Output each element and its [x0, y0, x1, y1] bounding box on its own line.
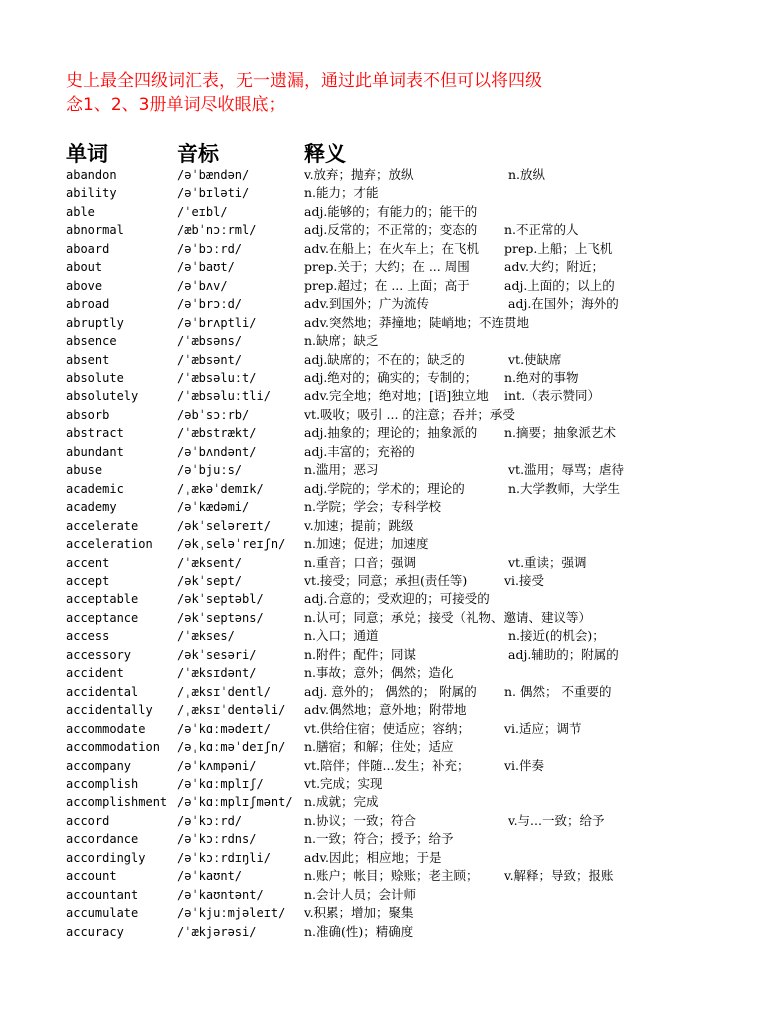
table-row — [0, 406, 768, 424]
table-row — [0, 517, 768, 535]
word-cell: absence — [66, 334, 117, 349]
table-row — [0, 830, 768, 848]
phonetic-cell: /əˈkɑːmədeɪt/ — [177, 721, 271, 736]
word-cell: abuse — [66, 463, 103, 478]
word-cell: abruptly — [66, 315, 124, 330]
meaning-cell: adj.能够的；有能力的；能干的 — [304, 203, 478, 219]
meaning-cell: adj.丰富的；充裕的 — [304, 443, 415, 459]
meaning-cell: n.能力；才能 — [304, 185, 379, 201]
phonetic-cell: /əˈbɔːrd/ — [177, 241, 243, 256]
phonetic-cell: /əˈkaʊnt/ — [177, 869, 243, 884]
word-cell: acceptance — [66, 610, 139, 625]
phonetic-cell: /əˈbɪləti/ — [177, 186, 250, 201]
word-cell: able — [66, 204, 95, 219]
vocabulary-table — [0, 166, 768, 941]
phonetic-cell: /ˈæbsəluːt/ — [177, 370, 257, 385]
word-cell: accordingly — [66, 850, 146, 865]
table-row — [0, 480, 768, 498]
word-cell: abundant — [66, 444, 124, 459]
phonetic-cell: /əkˈseptəns/ — [177, 610, 264, 625]
table-row — [0, 535, 768, 553]
word-cell: absolutely — [66, 389, 139, 404]
meaning-cell: n.膳宿；和解；住处；适应 — [304, 739, 454, 755]
meaning-cell: adj.抽象的；理论的；抽象派的 — [304, 425, 478, 441]
meaning-cell: adv.突然地；莽撞地；陡峭地；不连贯地 — [304, 314, 530, 330]
table-row — [0, 424, 768, 442]
phonetic-cell: /əkˈsept/ — [177, 573, 243, 588]
meaning-cell: n.账户；帐目；赊账；老主顾； — [304, 868, 479, 884]
table-row — [0, 166, 768, 184]
meaning-cell-2: vt.重读；强调 — [508, 554, 587, 570]
word-cell: accordance — [66, 832, 139, 847]
word-cell: acceptable — [66, 592, 139, 607]
meaning-cell-2: adj.辅助的；附属的 — [508, 646, 619, 662]
word-cell: accompany — [66, 758, 132, 773]
phonetic-cell: /əˈkɑːmplɪʃ/ — [177, 776, 264, 791]
table-row — [0, 258, 768, 276]
meaning-cell-2: adv.大约；附近； — [504, 259, 605, 275]
word-cell: accomplish — [66, 776, 139, 791]
word-cell: accept — [66, 573, 110, 588]
word-cell: abnormal — [66, 223, 124, 238]
table-row — [0, 812, 768, 830]
table-row — [0, 387, 768, 405]
word-cell: accidental — [66, 684, 139, 699]
meaning-cell: adv.到国外；广为流传 — [304, 296, 430, 312]
meaning-cell: adj.学院的；学术的；理论的 — [304, 480, 465, 496]
word-cell: academy — [66, 500, 117, 515]
meaning-cell: n.事故；意外；偶然；造化 — [304, 665, 454, 681]
phonetic-cell: /əˈbʌv/ — [177, 278, 228, 293]
phonetic-cell: /ˌæksɪˈdentl/ — [177, 684, 271, 699]
word-cell: acceleration — [66, 537, 153, 552]
word-cell: accommodate — [66, 721, 146, 736]
meaning-cell-2: int.（表示赞同） — [504, 388, 601, 404]
meaning-cell: n.入口；通道 — [304, 628, 379, 644]
phonetic-cell: /əkˈseləreɪt/ — [177, 518, 271, 533]
meaning-cell: adv.偶然地；意外地；附带地 — [304, 702, 467, 718]
phonetic-cell: /əˈkʌmpəni/ — [177, 758, 257, 773]
word-cell: absent — [66, 352, 110, 367]
table-row — [0, 757, 768, 775]
word-cell: accumulate — [66, 906, 139, 921]
word-cell: academic — [66, 481, 124, 496]
phonetic-cell: /əkˈsesəri/ — [177, 647, 257, 662]
word-cell: abstract — [66, 426, 124, 441]
title-line-2: 念1、2、3册单词尽收眼底； — [66, 95, 286, 115]
meaning-cell: vt.完成；实现 — [304, 775, 383, 791]
header-word: 单词 — [66, 142, 108, 166]
meaning-cell-2: n.接近(的机会)； — [508, 628, 605, 644]
phonetic-cell: /əˈkædəmi/ — [177, 500, 250, 515]
phonetic-cell: /æbˈnɔːrml/ — [177, 223, 257, 238]
phonetic-cell: /əbˈsɔːrb/ — [177, 407, 250, 422]
phonetic-cell: /əˈbjuːs/ — [177, 463, 243, 478]
meaning-cell: n.一致；符合；授予；给予 — [304, 831, 454, 847]
meaning-cell-2: n.摘要；抽象派艺术 — [504, 425, 617, 441]
phonetic-cell: /ˈækjərəsi/ — [177, 924, 257, 939]
word-cell: accomplishment — [66, 795, 168, 810]
phonetic-cell: /ˈæksɪdənt/ — [177, 666, 257, 681]
meaning-cell: vt.供给住宿；使适应；容纳； — [304, 720, 471, 736]
word-cell: aboard — [66, 241, 110, 256]
table-row — [0, 646, 768, 664]
word-cell: accident — [66, 666, 124, 681]
meaning-cell: n.成就；完成 — [304, 794, 379, 810]
meaning-cell-2: vi.接受 — [504, 572, 545, 588]
meaning-cell: adj.合意的；受欢迎的；可接受的 — [304, 591, 490, 607]
meaning-cell-2: n.不正常的人 — [504, 222, 579, 238]
phonetic-cell: /ˌækəˈdemɪk/ — [177, 481, 264, 496]
phonetic-cell: /ˈæbsənt/ — [177, 352, 243, 367]
table-row — [0, 701, 768, 719]
phonetic-cell: /əˈkjuːmjəleɪt/ — [177, 906, 286, 921]
header-phonetic: 音标 — [177, 142, 219, 166]
meaning-cell: n.缺席；缺乏 — [304, 333, 379, 349]
table-row — [0, 664, 768, 682]
table-row — [0, 775, 768, 793]
table-row — [0, 904, 768, 922]
meaning-cell: n.会计人员；会计师 — [304, 886, 417, 902]
word-cell: about — [66, 260, 103, 275]
meaning-cell-2: v.解释；导致；报账 — [504, 868, 614, 884]
meaning-cell: v.加速；提前；跳级 — [304, 517, 414, 533]
table-row — [0, 683, 768, 701]
meaning-cell: v.积累；增加；聚集 — [304, 905, 414, 921]
table-row — [0, 443, 768, 461]
table-row — [0, 221, 768, 239]
meaning-cell-2: adj.上面的；以上的 — [504, 277, 615, 293]
word-cell: above — [66, 278, 103, 293]
meaning-cell-2: vt.使缺席 — [508, 351, 562, 367]
table-row — [0, 886, 768, 904]
meaning-cell-2: vi.伴奏 — [504, 757, 545, 773]
word-cell: accent — [66, 555, 110, 570]
meaning-cell-2: n.放纵 — [508, 167, 546, 182]
phonetic-cell: /əˈbʌndənt/ — [177, 444, 257, 459]
meaning-cell-2: v.与...一致；给予 — [508, 812, 605, 828]
table-row — [0, 498, 768, 516]
table-row — [0, 627, 768, 645]
page-title — [66, 69, 766, 117]
word-cell: accelerate — [66, 518, 139, 533]
phonetic-cell: /ˌæksɪˈdentəli/ — [177, 703, 286, 718]
table-row — [0, 332, 768, 350]
word-cell: absolute — [66, 370, 124, 385]
table-row — [0, 295, 768, 313]
table-row — [0, 461, 768, 479]
table-row — [0, 590, 768, 608]
meaning-cell: n.准确(性)；精确度 — [304, 923, 414, 939]
table-row — [0, 849, 768, 867]
meaning-cell: adj.绝对的；确实的；专制的； — [304, 369, 478, 385]
title-line-1: 史上最全四级词汇表，无一遗漏，通过此单词表不但可以将四级 — [66, 71, 542, 91]
phonetic-cell: /ˈækses/ — [177, 629, 235, 644]
meaning-cell: vt.吸收；吸引 ... 的注意；吞并；承受 — [304, 406, 515, 422]
phonetic-cell: /əˈkaʊntənt/ — [177, 887, 264, 902]
phonetic-cell: /əˈkɔːrdɪŋli/ — [177, 850, 271, 865]
word-cell: access — [66, 629, 110, 644]
word-cell: accommodation — [66, 740, 160, 755]
table-row — [0, 203, 768, 221]
meaning-cell: adj.反常的；不正常的；变态的 — [304, 222, 478, 238]
phonetic-cell: /əˈbrɔːd/ — [177, 297, 243, 312]
phonetic-cell: /əˈbændən/ — [177, 168, 250, 182]
word-cell: abroad — [66, 297, 110, 312]
phonetic-cell: /əˈbaʊt/ — [177, 260, 235, 275]
meaning-cell: n.认可；同意；承兑；接受（礼物、邀请、建议等） — [304, 609, 592, 625]
phonetic-cell: /əˈkɔːrd/ — [177, 813, 243, 828]
meaning-cell: n.学院；学会；专科学校 — [304, 499, 442, 515]
meaning-cell: adv.因此；相应地；于是 — [304, 849, 442, 865]
meaning-cell: n.滥用；恶习 — [304, 462, 379, 478]
meaning-cell: n.附件；配件；同谋 — [304, 646, 417, 662]
phonetic-cell: /əkˈseptəbl/ — [177, 592, 264, 607]
header-meaning: 释义 — [304, 142, 346, 166]
word-cell: accountant — [66, 887, 139, 902]
table-row — [0, 738, 768, 756]
table-row — [0, 277, 768, 295]
meaning-cell: n.加速；促进；加速度 — [304, 536, 429, 552]
meaning-cell-2: n. 偶然； 不重要的 — [504, 683, 612, 699]
meaning-cell: prep.超过；在 ... 上面；高于 — [304, 277, 470, 293]
meaning-cell: prep.关于；大约；在 ... 周围 — [304, 259, 470, 275]
meaning-cell: adj. 意外的； 偶然的； 附属的 — [304, 683, 477, 699]
meaning-cell: v.放弃；抛弃；放纵 — [304, 167, 414, 182]
meaning-cell: n.重音；口音；强调 — [304, 554, 417, 570]
table-row — [0, 184, 768, 202]
word-cell: abandon — [66, 168, 117, 182]
table-row — [0, 720, 768, 738]
meaning-cell: vt.接受；同意；承担(责任等) — [304, 572, 468, 588]
meaning-cell: adv.完全地；绝对地；[语]独立地 — [304, 388, 489, 404]
word-cell: ability — [66, 186, 117, 201]
table-row — [0, 923, 768, 941]
meaning-cell-2: vi.适应；调节 — [504, 720, 582, 736]
table-row — [0, 572, 768, 590]
table-row — [0, 369, 768, 387]
table-row — [0, 240, 768, 258]
meaning-cell-2: n.绝对的事物 — [504, 369, 579, 385]
phonetic-cell: /ˈæbstrækt/ — [177, 426, 257, 441]
word-cell: accord — [66, 813, 110, 828]
phonetic-cell: /əˈbrʌptli/ — [177, 315, 257, 330]
table-row — [0, 554, 768, 572]
phonetic-cell: /ˈæbsəns/ — [177, 334, 243, 349]
word-cell: absorb — [66, 407, 110, 422]
phonetic-cell: /əˌkɑːməˈdeɪʃn/ — [177, 740, 286, 755]
table-row — [0, 609, 768, 627]
word-cell: accidentally — [66, 703, 153, 718]
meaning-cell: adj.缺席的；不在的；缺乏的 — [304, 351, 465, 367]
meaning-cell-2: n.大学教师，大学生 — [508, 480, 621, 496]
word-cell: accuracy — [66, 924, 124, 939]
meaning-cell-2: prep.上船；上飞机 — [504, 240, 613, 256]
phonetic-cell: /ˈæbsəluːtli/ — [177, 389, 271, 404]
table-row — [0, 351, 768, 369]
word-cell: account — [66, 869, 117, 884]
meaning-cell: adv.在船上；在火车上；在飞机 — [304, 240, 480, 256]
phonetic-cell: /əˈkɔːrdns/ — [177, 832, 257, 847]
meaning-cell-2: adj.在国外；海外的 — [508, 296, 619, 312]
meaning-cell: vt.陪伴；伴随...发生；补充； — [304, 757, 470, 773]
table-row — [0, 314, 768, 332]
phonetic-cell: /ˈeɪbl/ — [177, 204, 228, 219]
phonetic-cell: /ˈæksent/ — [177, 555, 243, 570]
table-row — [0, 867, 768, 885]
word-cell: accessory — [66, 647, 132, 662]
table-row — [0, 793, 768, 811]
phonetic-cell: /əˈkɑːmplɪʃmənt/ — [177, 795, 293, 810]
meaning-cell: n.协议；一致；符合 — [304, 812, 417, 828]
phonetic-cell: /əkˌseləˈreɪʃn/ — [177, 537, 286, 552]
meaning-cell-2: vt.滥用；辱骂；虐待 — [508, 462, 625, 478]
